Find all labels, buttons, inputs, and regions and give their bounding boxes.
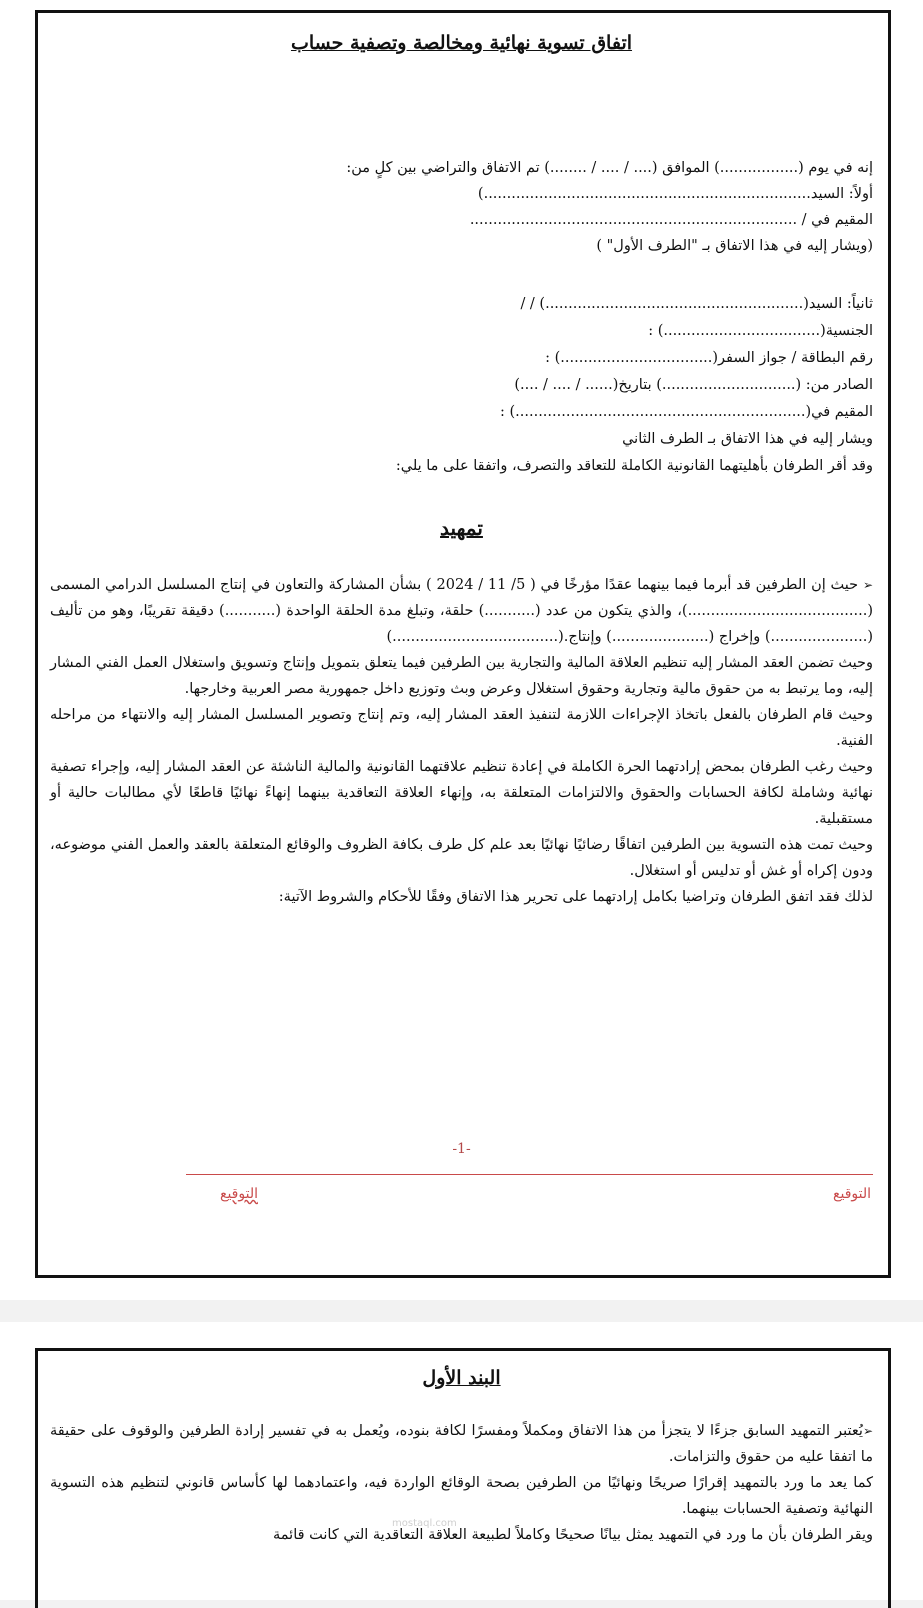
intro-line-first-residence: المقيم في / ....................................................................... [469, 212, 873, 228]
intro-line-second-party: ثانياً: السيد(........................................................) / / [520, 296, 873, 312]
clause-paragraph: ويقر الطرفان بأن ما ورد في التمهيد يمثل بيانًا صحيحًا وكاملاً لطبيعة العلاقة التعاقدية التي كانت قائمة [273, 1527, 873, 1543]
intro-line-second-alias: ويشار إليه في هذا الاتفاق بـ الطرف الثاني [622, 431, 873, 447]
preamble-paragraph: لذلك فقد اتفق الطرفان وتراضيا بكامل إرادتهما على تحرير هذا الاتفاق وفقًا للأحكام والشروط الآتية: [278, 889, 873, 905]
watermark-logo: mostaql.com [392, 1518, 457, 1529]
intro-line-issued: الصادر من: (.............................) بتاريخ(...... / .... / ....) [514, 377, 873, 393]
preamble-paragraph: وحيث تضمن العقد المشار إليه تنظيم العلاقة المالية والتجارية بين الطرفين فيما يتعلق بتمويل وإنتاج وتسويق واستغلال العمل الفني المشار إليه، وما يرتبط به من حقوق مالية وتجارية وحقوق استغلال وعرض وبث وتوزيع داخل جمهورية مصر العربية وخارجها. [50, 655, 873, 697]
intro-line-second-residence: المقيم في(...............................................................) : [500, 404, 873, 420]
document-page-2 [0, 1322, 923, 1600]
intro-line-date: إنه في يوم (.................) الموافق (.... / .... / ........) تم الاتفاق والتراضي بين كلٍ من: [346, 160, 873, 176]
clause-body [50, 1418, 873, 1548]
intro-line-nationality: الجنسية(..................................) : [648, 323, 873, 339]
arrow-bullet-icon: ➢ [862, 578, 874, 592]
clause-title-first: البند الأول [422, 1367, 501, 1389]
preamble-paragraph: ➢ حيث إن الطرفين قد أبرما فيما بينهما عقدًا مؤرخًا في ( 5/ 11 / 2024 ) بشأن المشاركة والتعاون في إنتاج المسلسل الدرامي المسمى (.......................................)، والذي يتكون من عدد (...........) حلقة، وتبلغ مدة الحلقة الواحدة (...........) دقيقة تقريبًا، وهو من تأليف (.....................) وإخراج (.....................) وإنتاج.(....................................) [50, 577, 874, 645]
section-title-preamble: تمهيد [440, 516, 483, 540]
preamble-paragraph: وحيث تمت هذه التسوية بين الطرفين اتفاقًا رضائيًا نهائيًا بعد علم كل طرف بكافة الظروف والوقائع المتعلقة بالعقد والعمل الفني موضوعه، ودون إكراه أو غش أو تدليس أو استغلال. [50, 837, 873, 879]
clause-paragraph: كما يعد ما ورد بالتمهيد إقرارًا صريحًا ونهائيًا من الطرفين بصحة الوقائع الواردة فيه، واعتمادهما لها كأساس قانوني لتنظيم هذه التسوية النهائية وتصفية الحسابات بينهما. [50, 1475, 874, 1517]
intro-line-capacity: وقد أقر الطرفان بأهليتهما القانونية الكاملة للتعاقد والتصرف، واتفقا على ما يلي: [395, 458, 873, 474]
intro-line-first-alias: (ويشار إليه في هذا الاتفاق بـ "الطرف الأول" ) [596, 238, 873, 254]
signature-label-left: التوقيع [220, 1186, 258, 1202]
signature-divider [186, 1174, 873, 1175]
intro-line-id-passport: رقم البطاقة / جواز السفر(.................................) : [545, 350, 873, 366]
preamble-paragraph: وحيث قام الطرفان بالفعل باتخاذ الإجراءات اللازمة لتنفيذ العقد المشار إليه، وتم إنتاج وتصوير المسلسل المشار إليه والانتهاء من مراحله الفنية. [50, 707, 873, 749]
arrow-bullet-icon: ➢ [862, 1424, 873, 1438]
document-title: اتفاق تسوية نهائية ومخالصة وتصفية حساب [290, 32, 633, 54]
intro-line-first-party: أولاً: السيد.......................................................................) [477, 186, 873, 202]
signature-label-right: التوقيع [833, 1186, 871, 1202]
preamble-body [50, 572, 873, 910]
clause-paragraph: ➢يُعتبر التمهيد السابق جزءًا لا يتجزأ من هذا الاتفاق ومكملاً ومفسرًا لكافة بنوده، ويُعمل به في تفسير إرادة الطرفين والوقوف على حقيقة ما اتفقا عليه من حقوق والتزامات. [50, 1423, 873, 1465]
page-number: -1- [452, 1141, 471, 1157]
preamble-paragraph: وحيث رغب الطرفان بمحض إرادتهما الحرة الكاملة في إعادة تنظيم علاقتهما القانونية والمالية الناشئة عن العقد المشار إليه، وإجراء تصفية نهائية وشاملة لكافة الحسابات والحقوق والالتزامات المتعلقة به، وإنهاء العلاقة التعاقدية بينهما إنهاءً نهائيًا قاطعًا لأي مطالبات حالية أو مستقبلية. [50, 759, 873, 827]
